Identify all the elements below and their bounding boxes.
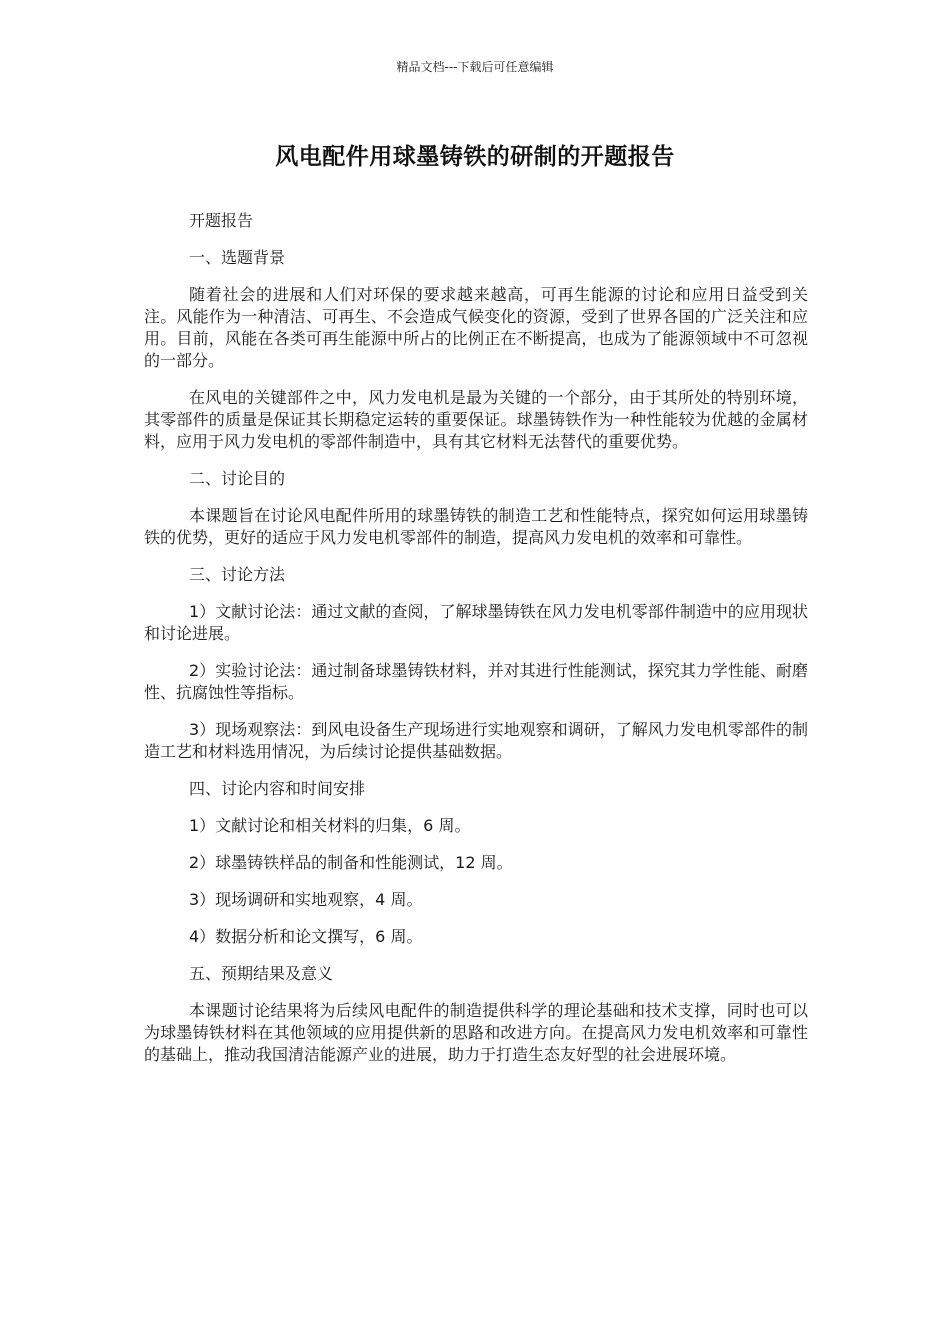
section-heading-schedule: 四、讨论内容和时间安排 [189,779,366,798]
section-label-report: 开题报告 [189,211,254,230]
paragraph-background-2: 在风电的关键部件之中，风力发电机是最为关键的一个部分，由于其所处的特别环境，其零部件的质量是保证其长期稳定运转的重要保证。球墨铸铁作为一种性能较为优越的金属材料，应用于风力发电机的零部件制造中，具有其它材料无法替代的重要优势。 [144,388,808,451]
schedule-item-2: 2）球墨铸铁样品的制备和性能测试，12 周。 [189,853,513,872]
method-item-literature: 1）文献讨论法：通过文献的查阅，了解球墨铸铁在风力发电机零部件制造中的应用现状和讨论进展。 [144,602,808,643]
section-heading-methods: 三、讨论方法 [189,565,286,584]
section-heading-background: 一、选题背景 [189,248,286,267]
section-heading-purpose: 二、讨论目的 [189,469,286,488]
schedule-item-1: 1）文献讨论和相关材料的归集，6 周。 [189,816,471,835]
document-title: 风电配件用球墨铸铁的研制的开题报告 [275,144,675,170]
paragraph-purpose: 本课题旨在讨论风电配件所用的球墨铸铁的制造工艺和性能特点，探究如何运用球墨铸铁的优势，更好的适应于风力发电机零部件的制造，提高风力发电机的效率和可靠性。 [144,506,808,547]
document-body [144,210,808,1081]
method-item-field: 3）现场观察法：到风电设备生产现场进行实地观察和调研，了解风力发电机零部件的制造工艺和材料选用情况，为后续讨论提供基础数据。 [144,720,808,761]
method-item-experiment: 2）实验讨论法：通过制备球墨铸铁材料，并对其进行性能测试，探究其力学性能、耐磨性、抗腐蚀性等指标。 [144,661,808,702]
schedule-item-3: 3）现场调研和实地观察，4 周。 [189,890,423,909]
header-note: 精品文档---下载后可任意编辑 [396,60,554,74]
paragraph-results: 本课题讨论结果将为后续风电配件的制造提供科学的理论基础和技术支撑，同时也可以为球墨铸铁材料在其他领域的应用提供新的思路和改进方向。在提高风力发电机效率和可靠性的基础上，推动我国清洁能源产业的进展，助力于打造生态友好型的社会进展环境。 [144,1001,808,1064]
schedule-item-4: 4）数据分析和论文撰写，6 周。 [189,927,423,946]
paragraph-background-1: 随着社会的进展和人们对环保的要求越来越高，可再生能源的讨论和应用日益受到关注。风能作为一种清洁、可再生、不会造成气候变化的资源，受到了世界各国的广泛关注和应用。目前，风能在各类可再生能源中所占的比例正在不断提高，也成为了能源领域中不可忽视的一部分。 [144,285,808,370]
section-heading-results: 五、预期结果及意义 [189,964,334,983]
